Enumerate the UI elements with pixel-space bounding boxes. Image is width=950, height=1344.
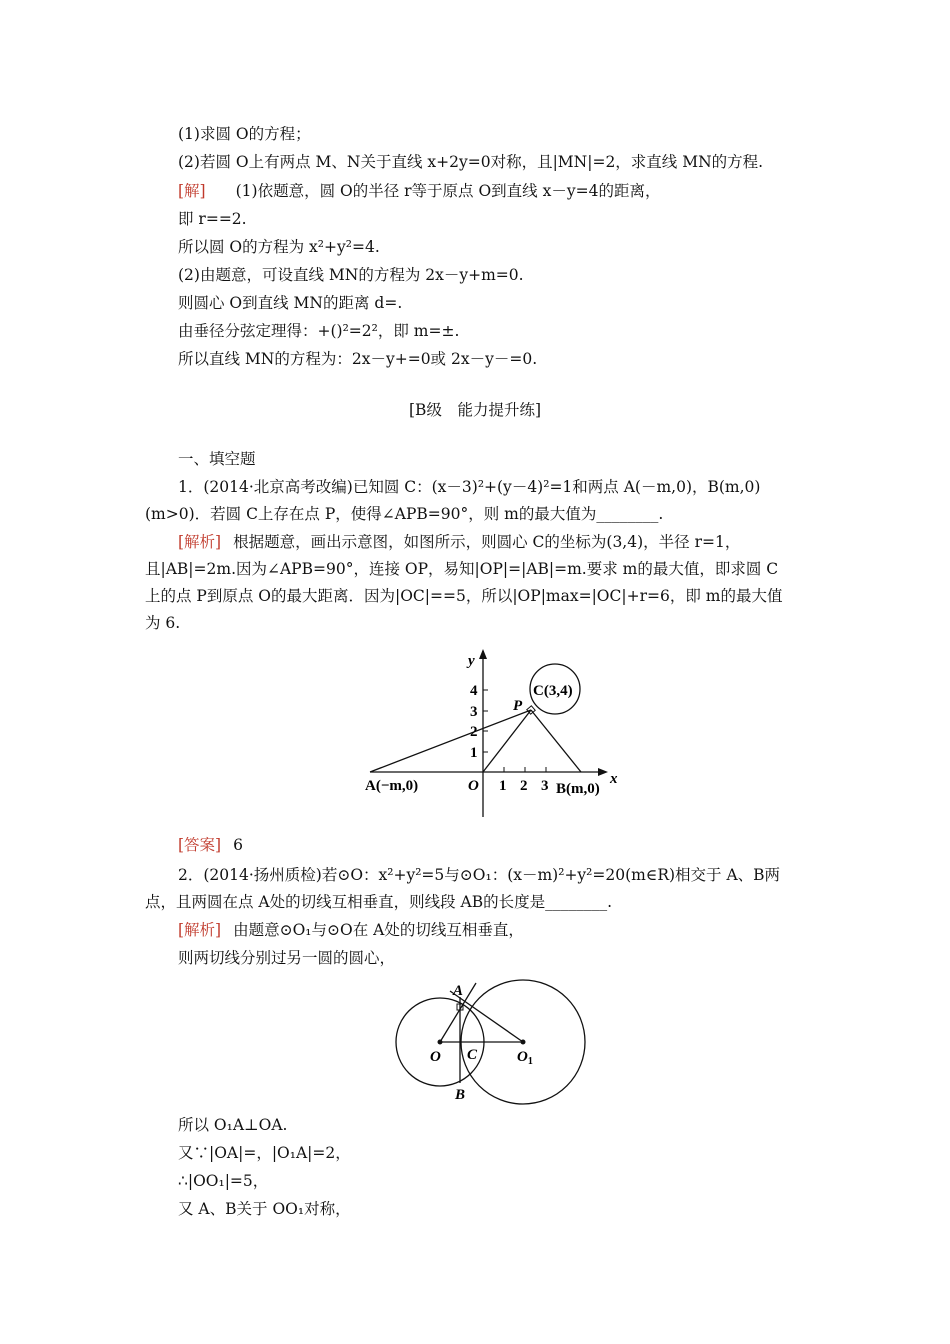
q2-analysis-line-2: 则两切线分别过另一圆的圆心， bbox=[178, 949, 396, 967]
label-1: 1 bbox=[470, 745, 478, 761]
label-b2: B bbox=[455, 1087, 466, 1103]
q1-line-1: 1．(2014·北京高考改编)已知圆 C：(x－3)²+(y－4)²=1和两点 A(－m,0)，B(m,0) bbox=[178, 478, 761, 496]
q2-line-1: 2．(2014·扬州质检)若⊙O：x²+y²=5与⊙O₁：(x－m)²+y²=20(m∈R)相交于 A、B两 bbox=[178, 866, 781, 884]
solution-line-5: 则圆心 O到直线 MN的距离 d=. bbox=[178, 294, 403, 312]
q2-line-b4: 又 A、B关于 OO₁对称， bbox=[178, 1200, 351, 1218]
label-3: 3 bbox=[470, 704, 478, 720]
label-a: A(−m,0) bbox=[365, 778, 419, 794]
q2-line-b1: 所以 O₁A⊥OA. bbox=[178, 1116, 288, 1134]
figure-2 bbox=[390, 975, 595, 1110]
q2-line-b2: 又∵|OA|=，|O₁A|=2， bbox=[178, 1144, 351, 1162]
label-c2: C bbox=[467, 1047, 478, 1063]
label-o2: O bbox=[430, 1049, 441, 1065]
solution-line-2: 即 r==2. bbox=[178, 210, 247, 228]
label-a2: A bbox=[453, 983, 464, 999]
label-4: 4 bbox=[470, 683, 478, 699]
question-1: (1)求圆 O的方程； bbox=[178, 125, 311, 143]
q1-analysis-line-3: 上的点 P到原点 O的最大距离．因为|OC|==5，所以|OP|max=|OC|+r=6，即 m的最大值 bbox=[145, 587, 783, 605]
label-x3: 3 bbox=[541, 778, 549, 794]
solution-text-1: (1)依题意，圆 O的半径 r等于原点 O到直线 x－y=4的距离， bbox=[235, 182, 661, 200]
x-arrow bbox=[598, 768, 608, 776]
label-x: x bbox=[610, 771, 618, 787]
label-x1: 1 bbox=[499, 778, 507, 794]
q2-line-2: 点，且两圆在点 A处的切线互相垂直，则线段 AB的长度是________. bbox=[145, 893, 613, 911]
label-x2: 2 bbox=[520, 778, 528, 794]
analysis-tag-2: [解析] bbox=[178, 921, 222, 939]
point-o bbox=[438, 1040, 443, 1045]
label-c: C(3,4) bbox=[533, 683, 573, 699]
analysis-tag: [解析] bbox=[178, 533, 222, 551]
q2-analysis-line-1 bbox=[178, 920, 524, 940]
q1-analysis-line-1 bbox=[178, 532, 740, 552]
q1-answer bbox=[178, 835, 243, 855]
fill-heading: 一、填空题 bbox=[178, 450, 256, 468]
label-p: P bbox=[513, 698, 523, 714]
q1-answer-value: 6 bbox=[233, 836, 243, 854]
solution-line-3: 所以圆 O的方程为 x²+y²=4. bbox=[178, 238, 380, 256]
label-2: 2 bbox=[470, 724, 478, 740]
section-title: [B级 能力提升练] bbox=[409, 401, 541, 419]
figure-1 bbox=[360, 645, 630, 825]
y-arrow bbox=[479, 649, 487, 659]
label-y: y bbox=[468, 653, 475, 669]
label-b: B(m,0) bbox=[556, 781, 600, 797]
q2-line-b3: ∴|OO₁|=5， bbox=[178, 1172, 269, 1190]
q1-analysis-line-2: 且|AB|=2m.因为∠APB=90°，连接 OP，易知|OP|=|AB|=m.要求 m的最大值，即求圆 C bbox=[145, 560, 779, 578]
q1-line-2: (m>0)．若圆 C上存在点 P，使得∠APB=90°，则 m的最大值为________. bbox=[145, 505, 664, 523]
solution-line-4: (2)由题意，可设直线 MN的方程为 2x－y+m=0. bbox=[178, 266, 524, 284]
segment-pb bbox=[531, 710, 581, 772]
label-o: O bbox=[468, 778, 479, 794]
solution-tag: [解] bbox=[178, 182, 206, 200]
label-o1: $O_1$ bbox=[517, 1049, 533, 1067]
q2-analysis-text-1: 由题意⊙O₁与⊙O在 A处的切线互相垂直， bbox=[233, 921, 524, 939]
question-2: (2)若圆 O上有两点 M、N关于直线 x+2y=0对称，且|MN|=2，求直线 MN的方程. bbox=[178, 153, 764, 171]
q1-analysis-line-4: 为 6. bbox=[145, 614, 181, 632]
answer-tag: [答案] bbox=[178, 836, 222, 854]
solution-line-6: 由垂径分弦定理得：+()²=2²，即 m=±. bbox=[178, 322, 460, 340]
solution-line-1 bbox=[178, 181, 660, 201]
point-o1 bbox=[521, 1040, 526, 1045]
solution-line-7: 所以直线 MN的方程为：2x－y+=0或 2x－y－=0. bbox=[178, 350, 538, 368]
q1-analysis-text-1: 根据题意，画出示意图，如图所示，则圆心 C的坐标为(3,4)，半径 r=1， bbox=[233, 533, 741, 551]
